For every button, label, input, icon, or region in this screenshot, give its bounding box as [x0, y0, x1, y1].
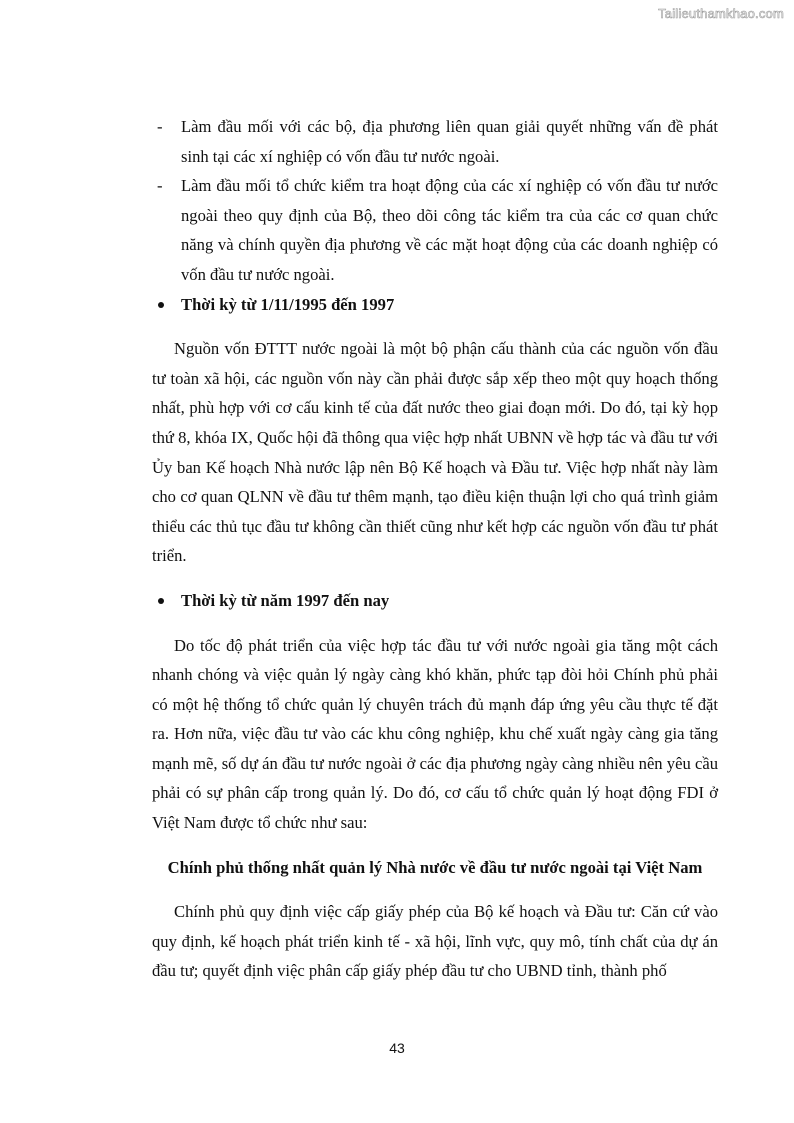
page-number: 43: [389, 1040, 405, 1056]
dash-list-item: [152, 112, 718, 171]
dash-item-text: Làm đầu mối với các bộ, địa phương liên quan giải quyết những vấn đề phát sinh tại các xí nghiệp có vốn đầu tư nước ngoài.: [181, 117, 718, 166]
watermark-text: Tailieuthamkhao.com: [658, 6, 784, 21]
paragraph-government: Chính phủ quy định việc cấp giấy phép của Bộ kế hoạch và Đầu tư: Căn cứ vào quy định, kế hoạch phát triển kinh tế - xã hội, lĩnh vực, quy mô, tính chất của dự án đầu tư; quyết định việc phân cấp giấy phép đầu tư cho UBND tỉnh, thành phố: [152, 902, 718, 981]
dash-item-text: Làm đầu mối tổ chức kiểm tra hoạt động của các xí nghiệp có vốn đầu tư nước ngoài theo quy định của Bộ, theo dõi công tác kiểm tra của các cơ quan chức năng và chính quyền địa phương về các mặt hoạt động của các doanh nghiệp có vốn đầu tư nước ngoài.: [181, 176, 718, 284]
section-heading-text: Thời kỳ từ năm 1997 đến nay: [181, 590, 390, 610]
page-content: [152, 112, 718, 986]
dash-marker: -: [157, 176, 163, 196]
section-heading-text: Thời kỳ từ 1/11/1995 đến 1997: [181, 294, 395, 314]
paragraph-1995: Nguồn vốn ĐTTT nước ngoài là một bộ phận cấu thành của các nguồn vốn đầu tư toàn xã hội, các nguồn vốn này cần phải được sắp xếp theo một quy hoạch thống nhất, phù hợp với cơ cấu kinh tế của đất nước theo giai đoạn mới. Do đó, tại kỳ họp thứ 8, khóa IX, Quốc hội đã thông qua việc hợp nhất UBNN về hợp tác và đầu tư với Ủy ban Kế hoạch Nhà nước lập nên Bộ Kế hoạch và Đầu tư. Việc hợp nhất này làm cho cơ quan QLNN về đầu tư thêm mạnh, tạo điều kiện thuận lợi cho quá trình giảm thiểu các thủ tục đầu tư không cần thiết cũng như kết hợp các nguồn vốn đầu tư phát triển.: [152, 339, 718, 566]
subheading-government: Chính phủ thống nhất quản lý Nhà nước về đầu tư nước ngoài tại Việt Nam: [167, 857, 703, 877]
section-heading-1995: [152, 290, 718, 320]
bullet-dot-icon: [158, 302, 164, 308]
paragraph-1997: Do tốc độ phát triển của việc hợp tác đầu tư với nước ngoài gia tăng một cách nhanh chóng và việc quản lý ngày càng khó khăn, phức tạp đòi hỏi Chính phủ phải có một hệ thống tổ chức quản lý chuyên trách đủ mạnh đáp ứng yêu cầu thực tế đặt ra. Hơn nữa, việc đầu tư vào các khu công nghiệp, khu chế xuất ngày càng gia tăng mạnh mẽ, số dự án đầu tư nước ngoài ở các địa phương ngày càng nhiều nên yêu cầu phải có sự phân cấp trong quản lý. Do đó, cơ cấu tổ chức quản lý hoạt động FDI ở Việt Nam được tổ chức như sau:: [152, 635, 718, 833]
dash-marker: -: [157, 117, 163, 136]
bullet-dot-icon: [158, 598, 164, 604]
section-heading-1997: [152, 586, 718, 616]
dash-list-item: [152, 171, 718, 289]
